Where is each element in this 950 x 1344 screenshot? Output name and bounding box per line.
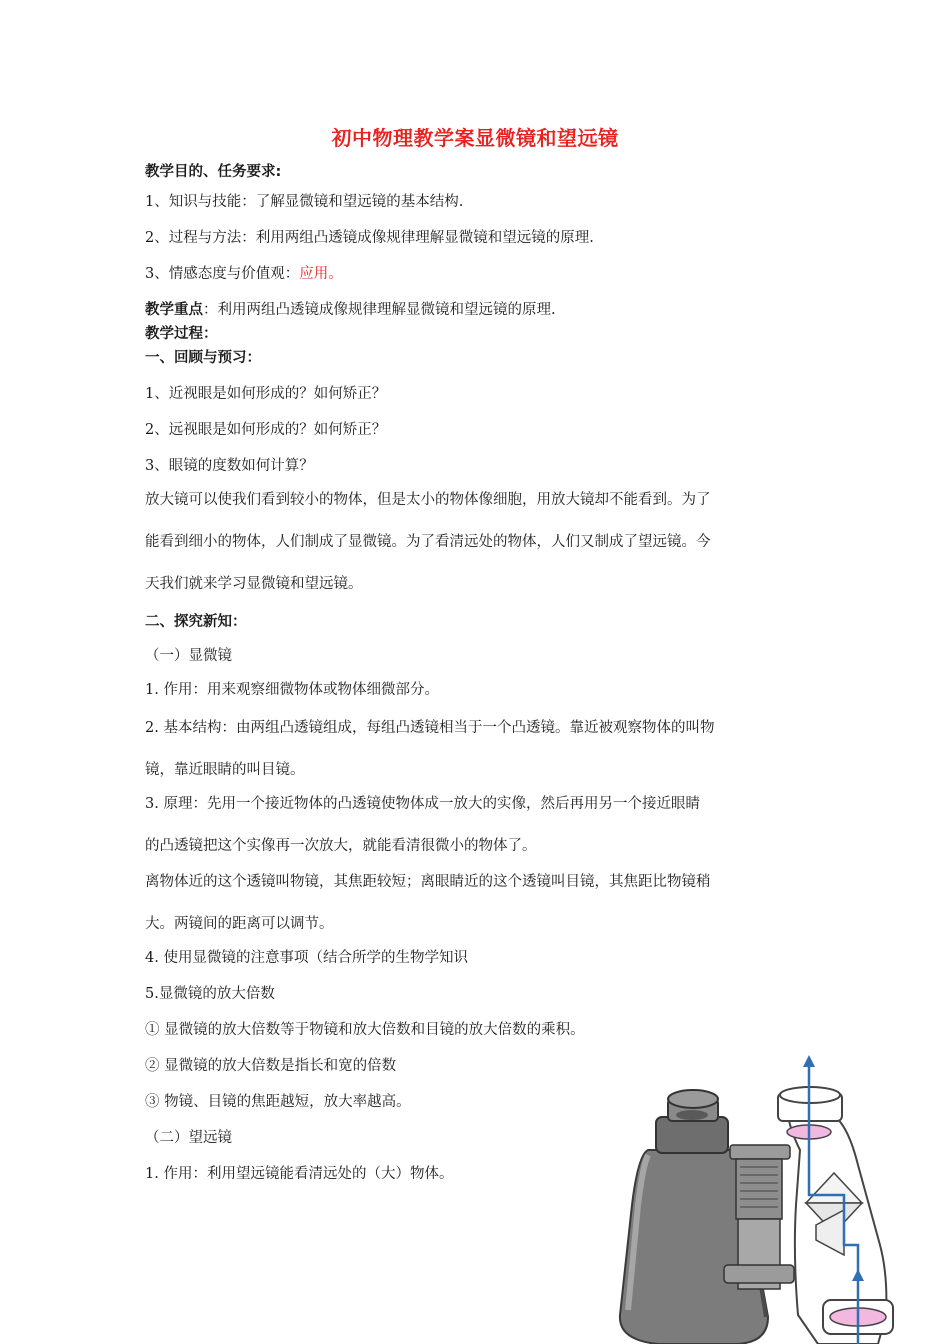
microscope-line: 5.显微镜的放大倍数 [145,986,275,1002]
key-point [145,298,556,319]
objective-item: 2、过程与方法：利用两组凸透镜成像规律理解显微镜和望远镜的原理. [145,230,594,246]
microscope-line: 的凸透镜把这个实像再一次放大，就能看清很微小的物体了。 [145,838,537,854]
intro-paragraph-line: 能看到细小的物体，人们制成了显微镜。为了看清远处的物体，人们又制成了望远镜。今 [145,534,711,550]
microscope-line: 离物体近的这个透镜叫物镜，其焦距较短；离眼睛近的这个透镜叫目镜，其焦距比物镜稍 [145,874,711,890]
review-item: 1、近视眼是如何形成的？如何矫正？ [145,386,387,402]
objective-value: 应用。 [299,266,343,282]
objectives-heading: 教学目的、任务要求: [145,164,282,180]
arrow-up-icon [803,1055,815,1067]
review-item: 2、远视眼是如何形成的？如何矫正？ [145,422,387,438]
explore-heading: 二、探究新知： [145,614,247,630]
telescope-line: 1. 作用：利用望远镜能看清远处的（大）物体。 [145,1166,454,1182]
document-title: 初中物理教学案显微镜和望远镜 [331,126,619,150]
microscope-line: 镜，靠近眼睛的叫目镜。 [145,762,305,778]
key-point-text: ：利用两组凸透镜成像规律理解显微镜和望远镜的原理. [203,302,556,318]
process-heading: 教学过程： [145,326,218,342]
intro-paragraph-line: 天我们就来学习显微镜和望远镜。 [145,576,363,592]
key-point-label: 教学重点 [145,302,203,318]
microscope-line: 1. 作用：用来观察细微物体或物体细微部分。 [145,682,439,698]
objective-item: 1、知识与技能：了解显微镜和望远镜的基本结构. [145,194,464,210]
microscope-line: 大。两镜间的距离可以调节。 [145,916,334,932]
objective-label: 3、情感态度与价值观： [145,266,300,282]
telescope-heading: （二）望远镜 [145,1130,232,1146]
review-item: 3、眼镜的度数如何计算？ [145,458,314,474]
review-heading: 一、回顾与预习： [145,350,261,366]
objective-item [145,262,343,283]
binocular-illustration [618,1055,918,1344]
microscope-heading: （一）显微镜 [145,648,232,664]
microscope-line: ③ 物镜、目镜的焦距越短，放大率越高。 [145,1094,411,1110]
microscope-line: ① 显微镜的放大倍数等于物镜和放大倍数和目镜的放大倍数的乘积。 [145,1022,585,1038]
microscope-line: 4. 使用显微镜的注意事项（结合所学的生物学知识 [145,950,468,966]
microscope-line: 2. 基本结构：由两组凸透镜组成，每组凸透镜相当于一个凸透镜。靠近被观察物体的叫物 [145,720,715,736]
binocular-left-eyepiece [656,1090,728,1153]
microscope-line: 3. 原理：先用一个接近物体的凸透镜使物体成一放大的实像，然后再用另一个接近眼睛 [145,796,700,812]
microscope-line: ② 显微镜的放大倍数是指长和宽的倍数 [145,1058,397,1074]
intro-paragraph-line: 放大镜可以使我们看到较小的物体，但是太小的物体像细胞，用放大镜却不能看到。为了 [145,492,711,508]
